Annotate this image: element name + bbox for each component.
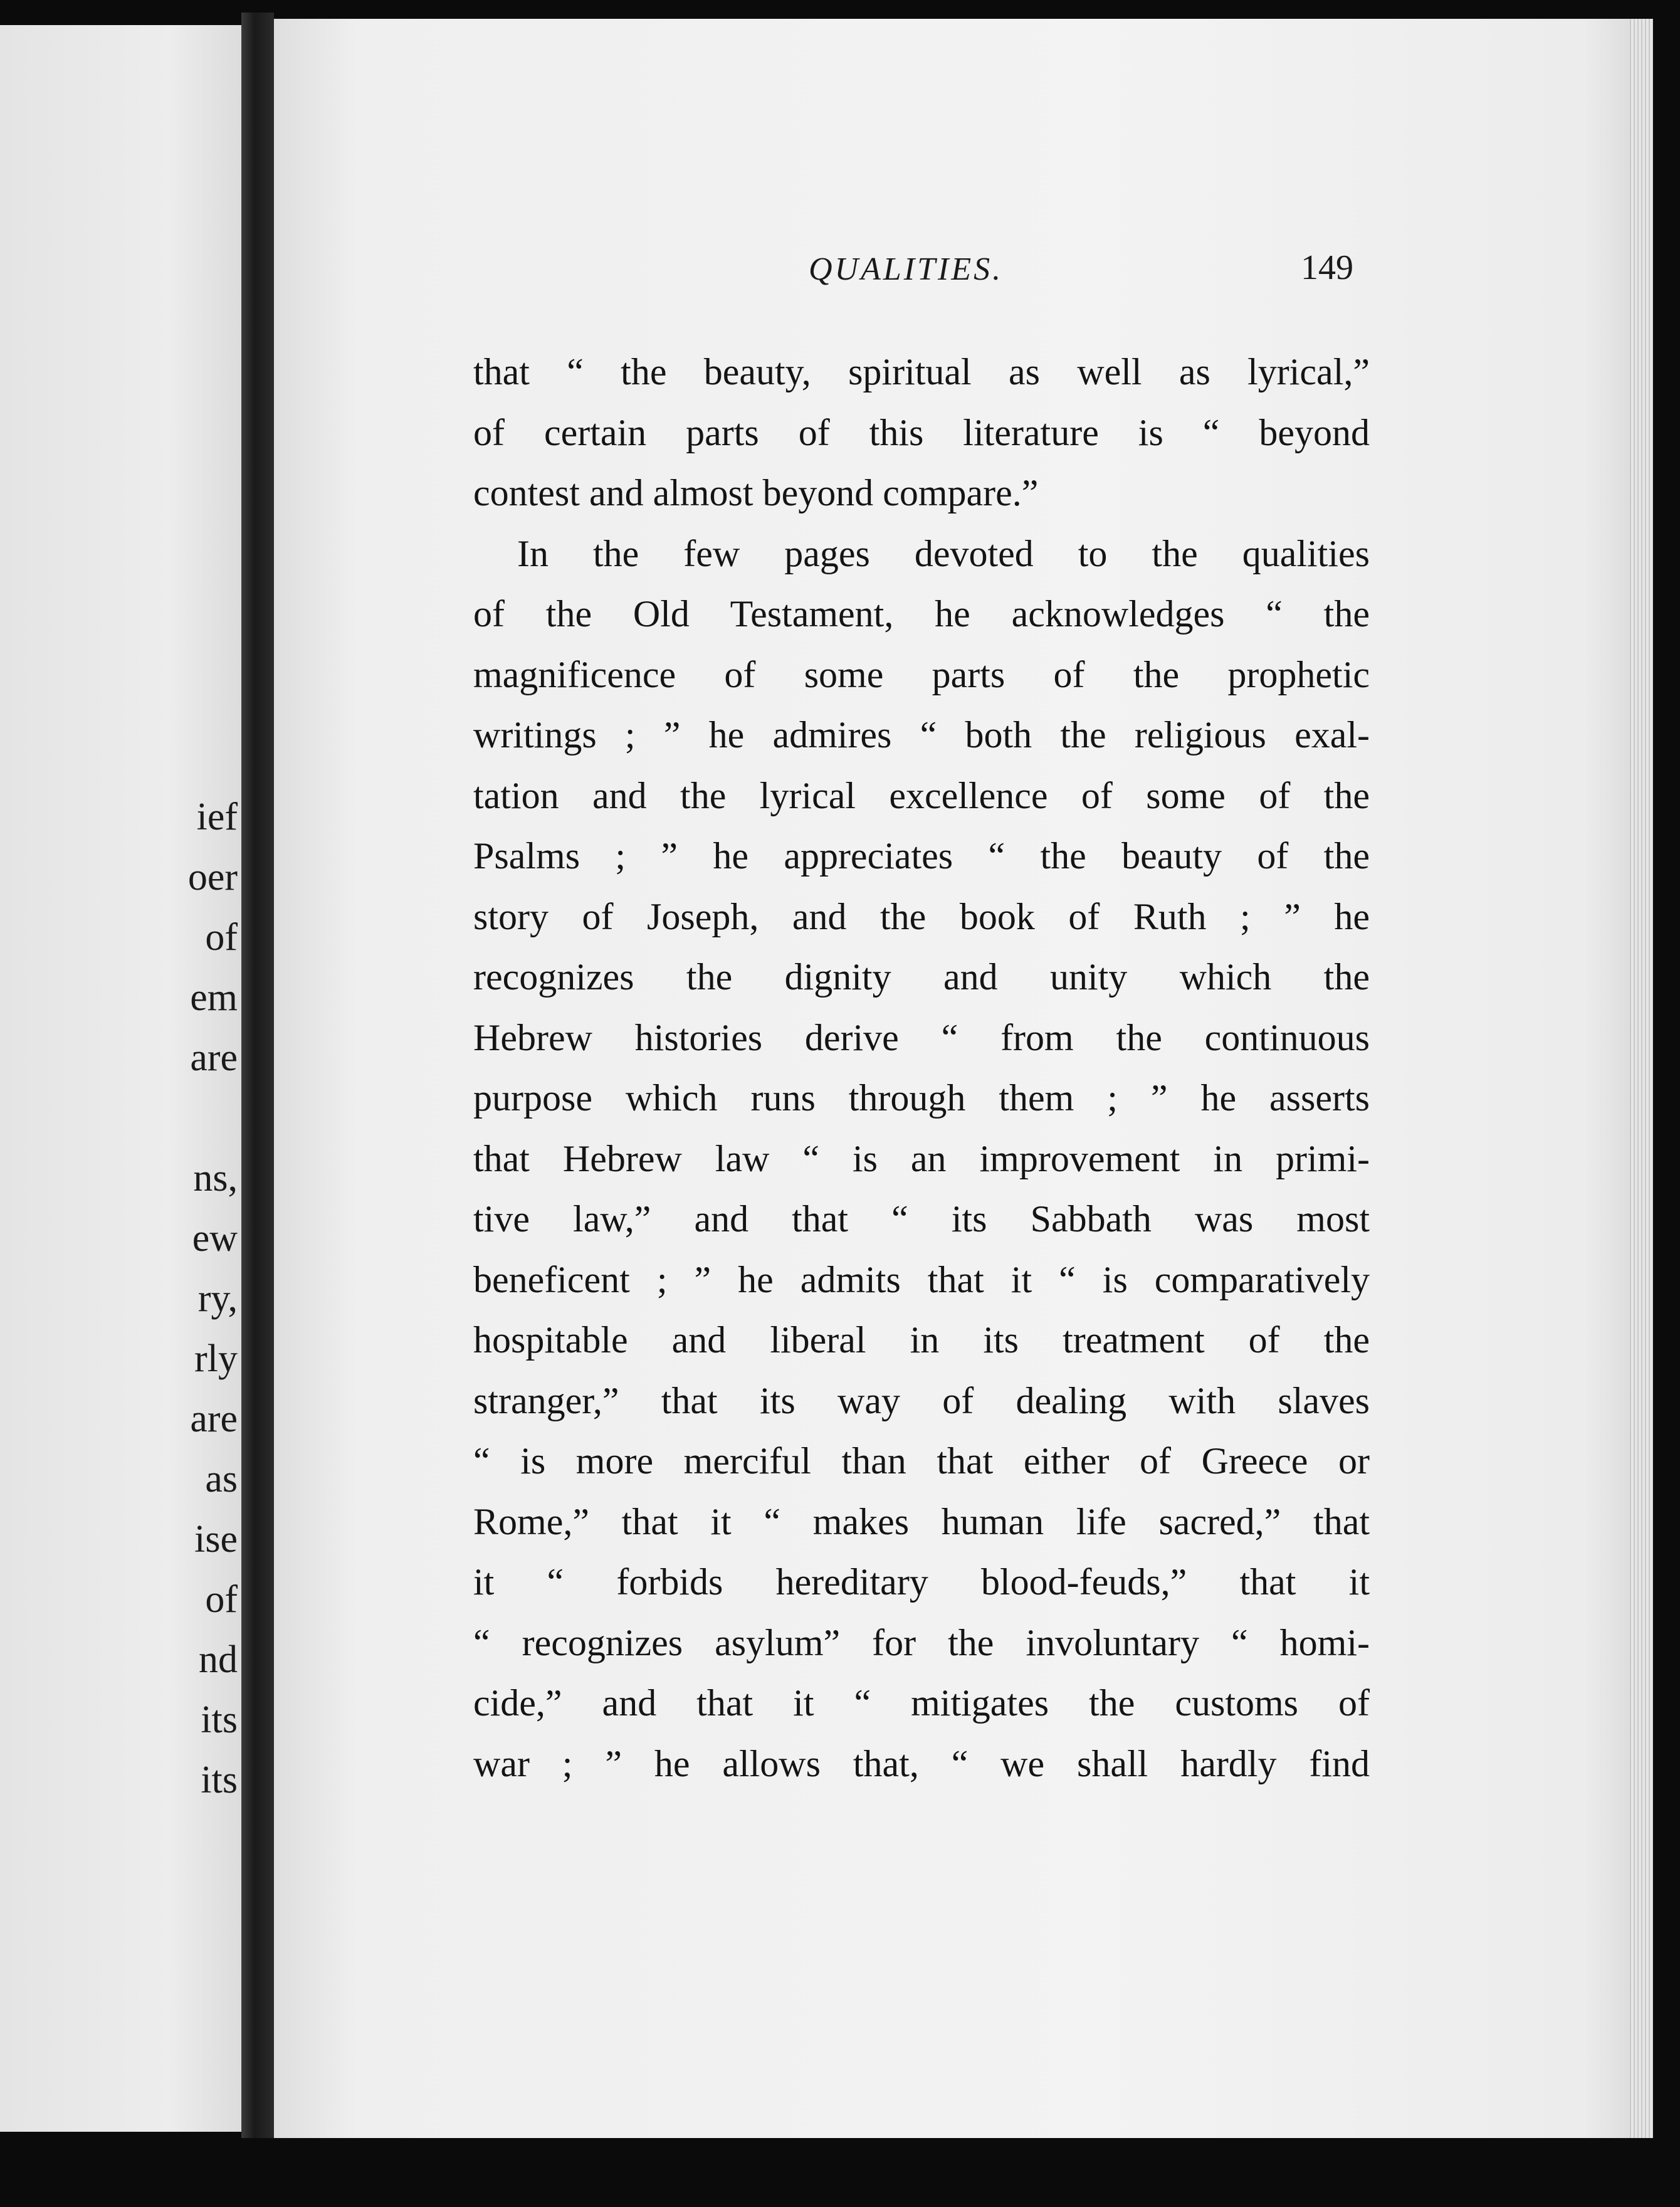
text-line: that “ the beauty, spiritual as well as lyrical,” <box>473 351 1370 392</box>
text-line: it “ forbids hereditary blood-feuds,” that it <box>473 1561 1370 1603</box>
left-line: are <box>190 1036 238 1079</box>
page-number: 149 <box>1301 248 1353 287</box>
text-line: of the Old Testament, he acknowledges “ the <box>473 593 1370 635</box>
text-line: Rome,” that it “ makes human life sacred,” that <box>473 1500 1370 1542</box>
text-line: Psalms ; ” he appreciates “ the beauty of the <box>473 835 1370 877</box>
left-line: oer <box>187 856 238 898</box>
running-head: QUALITIES. <box>809 251 1004 287</box>
body-text <box>473 342 1370 1794</box>
text-line: beneficent ; ” he admits that it “ is comparatively <box>473 1258 1370 1300</box>
left-line: ns, <box>193 1157 238 1199</box>
text-line: recognizes the dignity and unity which the <box>473 956 1370 998</box>
text-line: tation and the lyrical excellence of some of the <box>473 774 1370 816</box>
scan-border-bottom <box>238 2138 1680 2207</box>
left-line: its <box>201 1699 238 1741</box>
left-line: are <box>190 1398 238 1440</box>
text-line: contest and almost beyond compare.” <box>473 472 1039 514</box>
left-line: ew <box>192 1217 238 1260</box>
left-line: nd <box>199 1638 238 1681</box>
text-line: hospitable and liberal in its treatment of the <box>473 1319 1370 1361</box>
left-line: ief <box>196 796 238 838</box>
text-line: tive law,” and that “ its Sabbath was most <box>473 1198 1370 1240</box>
left-page-fragment <box>0 25 241 2132</box>
book-gutter <box>241 13 274 2163</box>
text-line: of certain parts of this literature is “ beyond <box>473 411 1370 453</box>
left-line: of <box>205 1578 238 1621</box>
text-line: In the few pages devoted to the qualities <box>517 532 1370 574</box>
left-line: of <box>205 916 238 959</box>
text-line: “ is more merciful than that either of Greece or <box>473 1440 1370 1482</box>
page-edges <box>1630 19 1653 2138</box>
text-line: that Hebrew law “ is an improvement in primi- <box>473 1137 1370 1179</box>
text-line: purpose which runs through them ; ” he asserts <box>473 1077 1370 1119</box>
text-line: “ recognizes asylum” for the involuntary “ homi- <box>473 1621 1370 1663</box>
left-line: rly <box>194 1337 238 1380</box>
text-line: cide,” and that it “ mitigates the customs of <box>473 1682 1370 1724</box>
left-line: ry, <box>197 1277 238 1320</box>
text-line: writings ; ” he admires “ both the religious exal- <box>473 714 1370 756</box>
left-line <box>188 1088 238 1148</box>
scan-border-right <box>1653 0 1680 2207</box>
text-line: war ; ” he allows that, “ we shall hardly find <box>473 1742 1370 1784</box>
left-line: em <box>190 976 238 1019</box>
text-line: story of Joseph, and the book of Ruth ; ” he <box>473 895 1370 937</box>
left-line: its <box>201 1759 238 1801</box>
left-page-text <box>188 787 238 1810</box>
left-line: as <box>205 1458 238 1500</box>
text-line: stranger,” that its way of dealing with slaves <box>473 1379 1370 1421</box>
text-line: magnificence of some parts of the prophetic <box>473 653 1370 695</box>
text-line: Hebrew histories derive “ from the continuous <box>473 1016 1370 1058</box>
left-line: ise <box>194 1518 238 1561</box>
